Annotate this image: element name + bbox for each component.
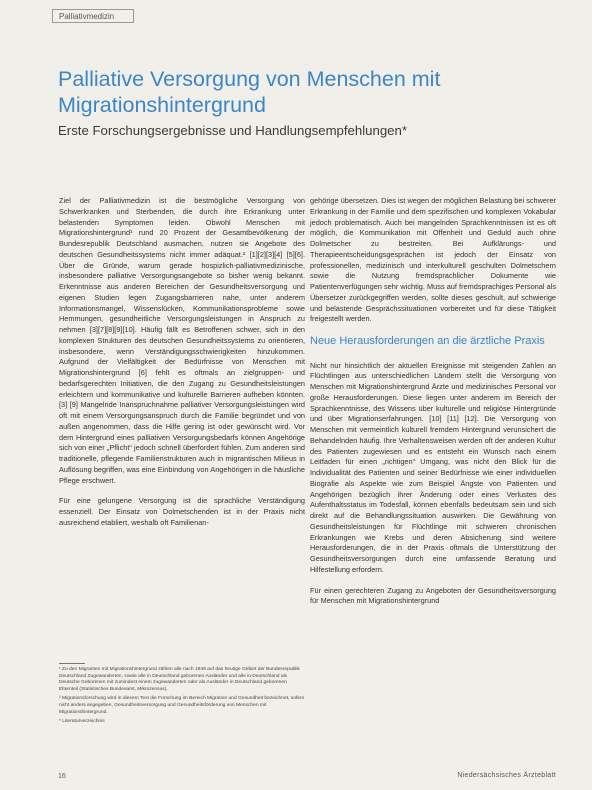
left-column [59,196,305,529]
journal-name: Niedersächsisches Ärzteblatt [457,772,556,779]
section-heading: Neue Herausforderungen an die ärztliche Praxis [310,335,545,347]
page-number: 16 [58,773,66,780]
right-column [310,196,556,607]
footnote-3: * Literaturverzeichnis [59,719,105,725]
left-paragraph-2: Für eine gelungene Versorgung ist die sprachliche Verständigung essenziell. Der Einsatz von Dolmetschenden ist in der Praxis nicht ausreichend etabliert, weshalb oft Familienan- [59,496,305,527]
left-paragraph-1: Ziel der Palliativmedizin ist die bestmögliche Versorgung von Schwerkranken und Sterbenden, die durch ihre Erkrankung unter belastenden Symptomen leiden. Obwohl Menschen mit Migrationshintergrund¹ rund 20 Prozent der Gesamtbevölkerung der Bundesrepublik Deutschland ausmachen, nutzen sie Angebote des deutschen Gesundheitssystems nicht immer adäquat.² [1][2][3][4] [5][6]. Über die Gründe, warum gerade hospizlich-palliativmedizinische, insbesondere palliative Versorgungsangebote so bisher wenig bekannt. Erkenntnisse aus anderen Bereichen der Gesundheitsversorgung und eigenen Studien legen Zugangsbarrieren nahe, unter anderem Informationsmangel, Wissenslücken, Kommunikationsprobleme sowie Hemmungen, gesundheitliche Versorgungsleistungen in Anspruch zu nehmen [3][7][8][9][10]. Häufig fällt es Betroffenen schwer, sich in den komplexen Strukturen des deutschen Gesundheitssystems zu orientieren, insbesondere, wenn Verständigungsschwierigkeiten hinzukommen. Aufgrund der Vielfältigkeit der Bedürfnisse von Menschen mit Migrationshintergrund [6] fehlt es oftmals an zielgruppen- und bedarfsgerechten Initiativen, die den Zugang zu Gesundheitsleistungen erleichtern und kommunikative und kulturelle Barrieren aufheben könnten. [3] [9] Mangelnde Inanspruchnahme palliativer Versorgungsleistungen wird oft mit einem Versorgungsanspruch durch die Familie begründet und von außen angenommen, dass die Hilfe gering ist oder gewünscht wird. Vor dem Hintergrund eines palliativen Versorgungsbedarfs können Angehörige sich von einer „Pflicht“ jedoch schnell überfordert fühlen. Zum anderen sind traditionelle, pflegende Familienstrukturen auch in migrantischen Milieus in Auflösung begriffen, was eine Einbindung von Angehörigen in die häusliche Pflege erschwert. [59,196,305,485]
footnote-1: ¹ Zu den Migranten mit Migrationshintergrund zählen alle nach 1949 auf das heutige Gebiet der Bundesrepublik Deutschland Zugewanderten, sowie alle in Deutschland geborenen Ausländer und alle in Deutschland als Deutsche Geborenen mit zumindest einem zugewanderten oder als Ausländer in Deutschland geborenen Elternteil (Statistisches Bundesamt, Mikrozensus). [59,667,300,692]
article-subtitle: Erste Forschungsergebnisse und Handlungsempfehlungen* [58,123,407,138]
footnote-divider [59,663,85,664]
footnote-2: ² Migrationsforschung wird in diesem Text die Forschung im Bereich Migration und Gesundheit bezeichnet, sofern nicht anders angegeben, Gesundheitsversorgung und Gesundheitsförderung von Menschen mit Migrationshintergrund. [59,696,305,715]
right-paragraph-1: gehörige übersetzen. Dies ist wegen der möglichen Belastung bei schwerer Erkrankung in der Familie und dem spezifischen und komplexen Vokabular jedoch problematisch. Auch bei mangelnden Sprachkenntnissen ist es oft möglich, die Kommunikation mit Offenheit und Geduld auch ohne Dolmetscher zu bestreiten. Bei Aufklärungs- und Therapieentscheidungsgesprächen ist jedoch der Einsatz von professionellen, medizinisch und interkulturell geschulten Dolmetschern sowie die Nutzung fremdsprachlicher Dokumente wie Patientenverfügungen sehr wichtig. Muss auf fremdsprachiges Personal als Übersetzer zurückgegriffen werden, sollte dieses geschult, auf schwierige und belastende Gesprächssituationen vorbereitet und für diese Tätigkeit freigestellt werden. [310,196,556,324]
section-tag: Palliativmedizin [52,9,134,23]
right-paragraph-2: Nicht nur hinsichtlich der aktuellen Ereignisse mit steigenden Zahlen an Flüchtlingen aus unterschiedlichen Ländern stellt die Versorgung von Menschen mit Migrationshintergrund Ärzte und medizinisches Personal vor große Herausforderungen. Diese liegen unter anderem im Bereich der Sprachkenntnisse, des Wissens über kulturelle und religiöse Hintergründe und über Migrationserfahrungen. [10] [11] [12]. Die Versorgung von Menschen mit vermeintlich kulturell fremdem Hintergrund verunsichert die Behandelnden häufig. Ihre Verhaltensweisen werden oft der anderen Kultur des Patienten zugewiesen und es entsteht ein Wunsch nach einem Leitfaden für einen „richtigen“ Umgang, was nicht den Blick für die Individualität des Patienten und seiner Bedürfnisse wie einer individuellen Biografie als Aspekte wie zum Beispiel Ängste von Patienten und Angehörigen bezüglich ihrer Änderung oder eines Verlustes des Aufenthaltsstatus im Todesfall, können ebenfalls bedeutsam sein und sich direkt auf die Behandlungssituation auswirken. Die Gewährung von Gesundheitsleistungen für Flüchtlinge mit schweren chronischen Erkrankungen wie Krebs und deren Absicherung sind weitere Herausforderungen, die in der Praxis oftmals die Unterstützung der Gesundheitsversorgungen durch eine umfassende Beratung und Hilfestellung erfordern. [310,360,556,574]
footnotes [59,667,305,729]
article-title: Palliative Versorgung von Menschen mit Migrationshintergrund [58,67,441,117]
right-paragraph-3: Für einen gerechteren Zugang zu Angeboten der Gesundheitsversorgung für Menschen mit Migrationshintergrund [310,585,556,606]
